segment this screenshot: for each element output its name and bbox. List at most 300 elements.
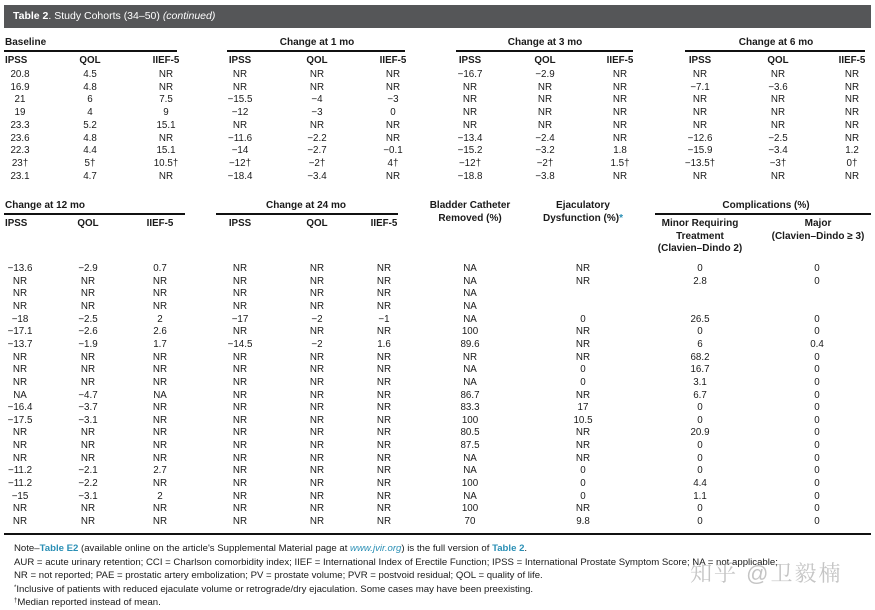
table-cell: NR [80, 376, 96, 388]
table-cell: NR [309, 478, 325, 490]
table-cell: 1.7 [153, 338, 167, 350]
table-cell: NR [12, 427, 28, 439]
table-cell: 6 [697, 338, 703, 350]
table-cell: NR [385, 81, 401, 93]
table-cell: NR [232, 288, 248, 300]
table-cell: NR [152, 452, 168, 464]
table-cell: NR [844, 94, 860, 106]
table-cell: NR [309, 300, 325, 312]
group-header-baseline: Baseline [5, 37, 47, 48]
table-cell: −14.5 [227, 338, 253, 350]
table-cell: 0 [697, 326, 703, 338]
table-cell: NR [376, 389, 392, 401]
column-header: QOL [534, 55, 556, 66]
rule-complications [655, 213, 871, 215]
table-cell: NR [309, 81, 325, 93]
table-cell: 23.1 [10, 170, 30, 182]
table-cell: −3.4 [307, 170, 327, 182]
table-cell: NR [575, 427, 591, 439]
table-cell: NA [463, 364, 477, 376]
table-cell: −18.4 [227, 170, 253, 182]
table-cell: 0 [697, 516, 703, 527]
table-cell: −17.1 [7, 326, 33, 338]
table-cell: NR [309, 440, 325, 452]
column-header: IPSS [228, 218, 252, 229]
table-cell: −14 [231, 145, 249, 157]
column-header: IPSS [228, 55, 252, 66]
note-text: . [524, 543, 528, 554]
table-e2-link[interactable]: Table E2 [39, 543, 79, 554]
table-cell: NR [376, 288, 392, 300]
watermark: 知乎 @卫毅楠 [690, 561, 843, 586]
table-cell: NR [80, 351, 96, 363]
column-header: IPSS [5, 55, 28, 66]
table-cell: NR [309, 119, 325, 131]
table-cell: 0 [697, 465, 703, 477]
table-cell: 0 [814, 313, 820, 325]
column-header: IIEF-5 [152, 55, 180, 66]
table-cell: 26.5 [690, 313, 710, 325]
table-cell: −17 [231, 313, 249, 325]
table-cell: 2.6 [153, 326, 167, 338]
table-cell: NR [376, 414, 392, 426]
table-cell: −11.2 [7, 478, 33, 490]
table-cell: NR [309, 288, 325, 300]
table-cell: NR [844, 69, 860, 80]
group-header-1mo: Change at 1 mo [279, 37, 355, 48]
table-cell: 86.7 [460, 389, 480, 401]
table-cell: 0 [814, 376, 820, 388]
table-cell: NR [80, 516, 96, 527]
table-cell: 1.2 [845, 145, 859, 157]
table-cell: NR [309, 414, 325, 426]
table-cell: NR [770, 94, 786, 106]
table-cell: NR [152, 427, 168, 439]
table-cell: 100 [461, 326, 479, 338]
note-prefix: Note– [14, 543, 40, 554]
table-2-link[interactable]: Table 2 [492, 543, 525, 554]
table-cell: NR [232, 326, 248, 338]
table-cell: 0 [580, 376, 586, 388]
table-cell: −3† [769, 157, 787, 169]
table-cell: 80.5 [460, 427, 480, 439]
table-cell: NR [537, 94, 553, 106]
rule-12mo [4, 213, 185, 215]
table-cell: −4 [311, 94, 323, 106]
table-title: . Study Cohorts (34–50) [48, 10, 163, 22]
table-cell: −2.1 [78, 465, 98, 477]
table-cell: −16.4 [7, 402, 33, 414]
table-cell: 6 [87, 94, 93, 106]
table-cell: −3.7 [78, 402, 98, 414]
table-cell: 20.9 [690, 427, 710, 439]
rule-1mo [227, 50, 405, 52]
table-cell: NA [13, 389, 27, 401]
table-cell: −3.2 [535, 145, 555, 157]
table-cell: NR [80, 364, 96, 376]
table-cell: 20.8 [10, 69, 30, 80]
table-cell: NR [376, 326, 392, 338]
table-cell: −13.5† [684, 157, 716, 169]
table-cell: 4.7 [83, 170, 97, 182]
table-cell: NR [232, 376, 248, 388]
table-cell: NA [153, 389, 167, 401]
table-cell: NR [12, 503, 28, 515]
table-cell: 0 [697, 263, 703, 274]
table-cell: NR [80, 440, 96, 452]
table-cell: −15.9 [687, 145, 713, 157]
table-cell: NR [376, 427, 392, 439]
table-cell: 2 [157, 490, 163, 502]
table-cell: 0 [580, 478, 586, 490]
table-cell: NR [537, 107, 553, 119]
column-header: QOL [306, 55, 328, 66]
ejac-header-line: Ejaculatory [556, 200, 610, 211]
table-cell: NR [152, 516, 168, 527]
table-cell: NR [575, 503, 591, 515]
note-line-2: AUR = acute urinary retention; CCI = Charlson comorbidity index; IIEF = International Index of Erectile Function; IPSS = International Prostate Symptom Score; NA = not applicable; [14, 556, 778, 568]
table-cell: −16.7 [457, 69, 483, 80]
group-header-24mo: Change at 24 mo [265, 200, 347, 211]
table-cell: 0 [580, 364, 586, 376]
table-cell: −2.9 [535, 69, 555, 80]
table-cell: NR [376, 402, 392, 414]
table-cell: −2.5 [768, 132, 788, 144]
table-cell: NR [575, 351, 591, 363]
table-cell: NR [152, 376, 168, 388]
table-cell: NR [309, 490, 325, 502]
table-cell: NR [612, 81, 628, 93]
column-header: IIEF-5 [606, 55, 634, 66]
table-cell: −2.2 [307, 132, 327, 144]
table-cell: NR [462, 119, 478, 131]
table-cell: NR [232, 452, 248, 464]
table-cell: −2† [308, 157, 326, 169]
table-cell: −12.6 [687, 132, 713, 144]
table-cell: 1.8 [613, 145, 627, 157]
table-cell: NR [537, 119, 553, 131]
table-cell: −2.4 [535, 132, 555, 144]
table-cell: 0† [846, 157, 858, 169]
table-cell: NR [376, 364, 392, 376]
table-cell: 0 [697, 414, 703, 426]
table-cell: NR [309, 263, 325, 274]
table-cell: −18 [11, 313, 29, 325]
table-cell: NR [385, 170, 401, 182]
table-cell: −15.5 [227, 94, 253, 106]
table-cell: 7.5 [159, 94, 173, 106]
table-cell: NR [12, 275, 28, 287]
table-cell: 0 [814, 440, 820, 452]
table-cell: 0 [814, 465, 820, 477]
minor-header-line: Minor Requiring [661, 218, 739, 229]
table-cell: 4† [387, 157, 399, 169]
table-cell: NR [158, 81, 174, 93]
major-header-line: (Clavien–Dindo ≥ 3) [771, 230, 865, 242]
table-cell: 2.8 [693, 275, 707, 287]
table-cell: NR [232, 478, 248, 490]
table-cell: NR [376, 478, 392, 490]
table-cell: NR [232, 402, 248, 414]
table-cell: NR [152, 351, 168, 363]
table-cell: −2.5 [78, 313, 98, 325]
major-header-line: Major [804, 218, 832, 229]
table-cell: NR [80, 452, 96, 464]
table-cell: NR [309, 427, 325, 439]
table-cell: 3.1 [693, 376, 707, 388]
table-cell: 0 [814, 263, 820, 274]
group-header-12mo: Change at 12 mo [5, 200, 86, 211]
complications-header: Complications (%) [722, 200, 810, 211]
table-cell: 100 [461, 478, 479, 490]
table-cell: NR [692, 107, 708, 119]
table-cell: 0 [814, 275, 820, 287]
table-cell: NR [158, 170, 174, 182]
table-cell: NR [770, 107, 786, 119]
footnote-star: * [619, 212, 624, 224]
table-cell: NR [770, 170, 786, 182]
table-cell: NA [463, 300, 477, 312]
rule-3mo [456, 50, 633, 52]
table-cell: NR [309, 326, 325, 338]
table-cell: NR [232, 81, 248, 93]
table-cell: NR [80, 427, 96, 439]
table-cell: NR [575, 389, 591, 401]
table-notes [14, 542, 778, 610]
table-cell: −3.8 [535, 170, 555, 182]
table-cell: 6.7 [693, 389, 707, 401]
table-cell: NR [844, 107, 860, 119]
table-cell: NR [232, 516, 248, 527]
column-header: IIEF-5 [370, 218, 398, 229]
table-cell: NR [376, 300, 392, 312]
table-cell: NR [385, 132, 401, 144]
table-cell: 16.7 [690, 364, 710, 376]
table-cell: NR [232, 300, 248, 312]
table-cell: NR [12, 516, 28, 527]
table-cell: NR [12, 376, 28, 388]
table-cell: −1.9 [78, 338, 98, 350]
table-cell: NR [309, 275, 325, 287]
table-cell: −2.7 [307, 145, 327, 157]
table-cell: NR [309, 465, 325, 477]
table-cell: NR [575, 326, 591, 338]
table-cell: 0 [814, 490, 820, 502]
table-cell: NR [575, 263, 591, 274]
table-cell: NR [232, 364, 248, 376]
table-cell: NA [463, 452, 477, 464]
table-cell: NR [385, 69, 401, 80]
bladder-header-line: Removed (%) [438, 212, 502, 224]
table-cell: NR [309, 516, 325, 527]
ejac-header-line: Dysfunction (%) [542, 212, 620, 224]
table-cell: NA [463, 376, 477, 388]
table-cell: −0.1 [383, 145, 403, 157]
table-cell: NA [463, 288, 477, 300]
table-cell: NR [309, 503, 325, 515]
table-bottom-rule [4, 533, 871, 535]
table-cell: −3.6 [768, 81, 788, 93]
note-line-3: NR = not reported; PAE = prostatic artery embolization; PV = prostate volume; PVR = postvoid residual; QOL = quality of life. [14, 570, 543, 582]
table-cell: −13.7 [7, 338, 33, 350]
table-cell: 23.3 [10, 119, 30, 131]
table-cell: −3 [311, 107, 323, 119]
table-cell: NR [612, 94, 628, 106]
table-cell: −15 [11, 490, 29, 502]
table-cell: NR [376, 440, 392, 452]
table-cell: NR [376, 490, 392, 502]
table-cell: NR [462, 107, 478, 119]
table-cell: NR [462, 94, 478, 106]
table-cell: NR [376, 516, 392, 527]
table-cell: NR [232, 69, 248, 80]
table-cell: −1 [378, 313, 390, 325]
table-cell: 0 [814, 452, 820, 464]
table-cell: NR [692, 94, 708, 106]
table-cell: 0 [814, 516, 820, 527]
table-cell: 22.3 [10, 145, 30, 157]
bladder-header-line: Bladder Catheter [429, 200, 511, 211]
table-cell: NR [232, 503, 248, 515]
table-cell: NR [376, 351, 392, 363]
table-cell: −4.7 [78, 389, 98, 401]
table-cell: 17 [577, 402, 589, 414]
table-cell: 0.7 [153, 263, 167, 274]
table-cell: NR [309, 452, 325, 464]
table-cell: 0 [697, 452, 703, 464]
minor-complications-header [658, 218, 742, 256]
minor-header-line: Treatment [676, 230, 724, 242]
table-cell: NR [152, 275, 168, 287]
table-cell: NR [232, 465, 248, 477]
table-cell: 0 [697, 503, 703, 515]
table-cell: 0 [814, 503, 820, 515]
table-cell: NR [232, 389, 248, 401]
table-cell: 1.1 [693, 490, 707, 502]
table-cell: 4.8 [83, 132, 97, 144]
table-cell: −17.5 [7, 414, 33, 426]
table-cell: −15.2 [457, 145, 483, 157]
table-cell: 1.6 [377, 338, 391, 350]
table-cell: NR [158, 132, 174, 144]
table-cell: −13.6 [7, 263, 33, 274]
table-cell: NR [152, 402, 168, 414]
table-cell: −3.1 [78, 490, 98, 502]
table-cell: 9 [163, 107, 169, 119]
table-cell: 2 [157, 313, 163, 325]
table-cell: NR [152, 503, 168, 515]
table-cell: NR [844, 81, 860, 93]
table-cell: NR [575, 452, 591, 464]
table-cell: −2.2 [78, 478, 98, 490]
table-cell: 9.8 [576, 516, 590, 527]
table-cell: NR [152, 300, 168, 312]
table-cell: NR [152, 414, 168, 426]
table-cell: NR [612, 170, 628, 182]
table-cell: NR [612, 132, 628, 144]
table-cell: 0 [814, 414, 820, 426]
table-cell: NR [80, 300, 96, 312]
table-cell: NR [309, 376, 325, 388]
table-cell: NR [152, 288, 168, 300]
table-cell: NR [158, 69, 174, 80]
minor-header-line: (Clavien–Dindo 2) [657, 243, 743, 254]
table-cell: NR [575, 338, 591, 350]
table-cell: NR [575, 440, 591, 452]
note-line-4 [14, 583, 778, 597]
table-cell: 70 [464, 516, 476, 527]
column-header: QOL [79, 55, 101, 66]
table-cell: NR [232, 440, 248, 452]
column-header: IPSS [5, 218, 28, 229]
table-cell: NR [376, 376, 392, 388]
table-cell: −13.4 [457, 132, 483, 144]
column-header: IPSS [688, 55, 712, 66]
table-cell: NR [232, 119, 248, 131]
note-text: ) is the full version of [401, 543, 493, 554]
table-cell: NR [575, 275, 591, 287]
table-cell: NR [152, 364, 168, 376]
column-header: IIEF-5 [379, 55, 407, 66]
table-cell: 4 [87, 107, 93, 119]
table-cell: NR [152, 478, 168, 490]
table-cell: 15.1 [156, 119, 176, 131]
table-cell: NA [463, 313, 477, 325]
table-cell: NR [309, 69, 325, 80]
table-cell: NR [80, 288, 96, 300]
table-cell: NR [612, 107, 628, 119]
rule-6mo [685, 50, 865, 52]
table-cell: NR [80, 503, 96, 515]
bladder-catheter-header [430, 200, 511, 225]
table-cell: NR [537, 81, 553, 93]
table-cell: −11.6 [227, 132, 253, 144]
column-header: QOL [767, 55, 789, 66]
table-cell: NR [232, 351, 248, 363]
table-cell: 0 [580, 313, 586, 325]
ejaculatory-dysfunction-header [543, 200, 623, 225]
group-header-6mo: Change at 6 mo [738, 37, 814, 48]
table-cell: 4.8 [83, 81, 97, 93]
table-cell: NR [152, 440, 168, 452]
table-cell: 1.5† [610, 157, 630, 169]
table-cell: −12 [231, 107, 249, 119]
table-cell: 0 [814, 402, 820, 414]
table-cell: 0 [814, 427, 820, 439]
table-cell: NA [463, 490, 477, 502]
footnote-mark: † [14, 598, 18, 605]
table-cell: 68.2 [690, 351, 710, 363]
jvir-url-link[interactable]: www.jvir.org [350, 543, 402, 554]
table-cell: NR [232, 275, 248, 287]
table-cell: NA [463, 275, 477, 287]
table-cell: 4.4 [83, 145, 97, 157]
table-cell: 23† [11, 157, 29, 169]
footnote-text: Median reported instead of mean. [17, 597, 161, 609]
table-cell: NR [309, 351, 325, 363]
table-cell: NR [12, 300, 28, 312]
table-cell: 100 [461, 414, 479, 426]
table-cell: NR [462, 351, 478, 363]
table-cell: NR [692, 170, 708, 182]
table-cell: 87.5 [460, 440, 480, 452]
table-cell: −12† [458, 157, 482, 169]
table-cell: 0 [697, 402, 703, 414]
table-cell: 0 [580, 490, 586, 502]
column-header: QOL [306, 218, 328, 229]
table-cell: 21 [14, 94, 26, 106]
column-header: IPSS [458, 55, 482, 66]
